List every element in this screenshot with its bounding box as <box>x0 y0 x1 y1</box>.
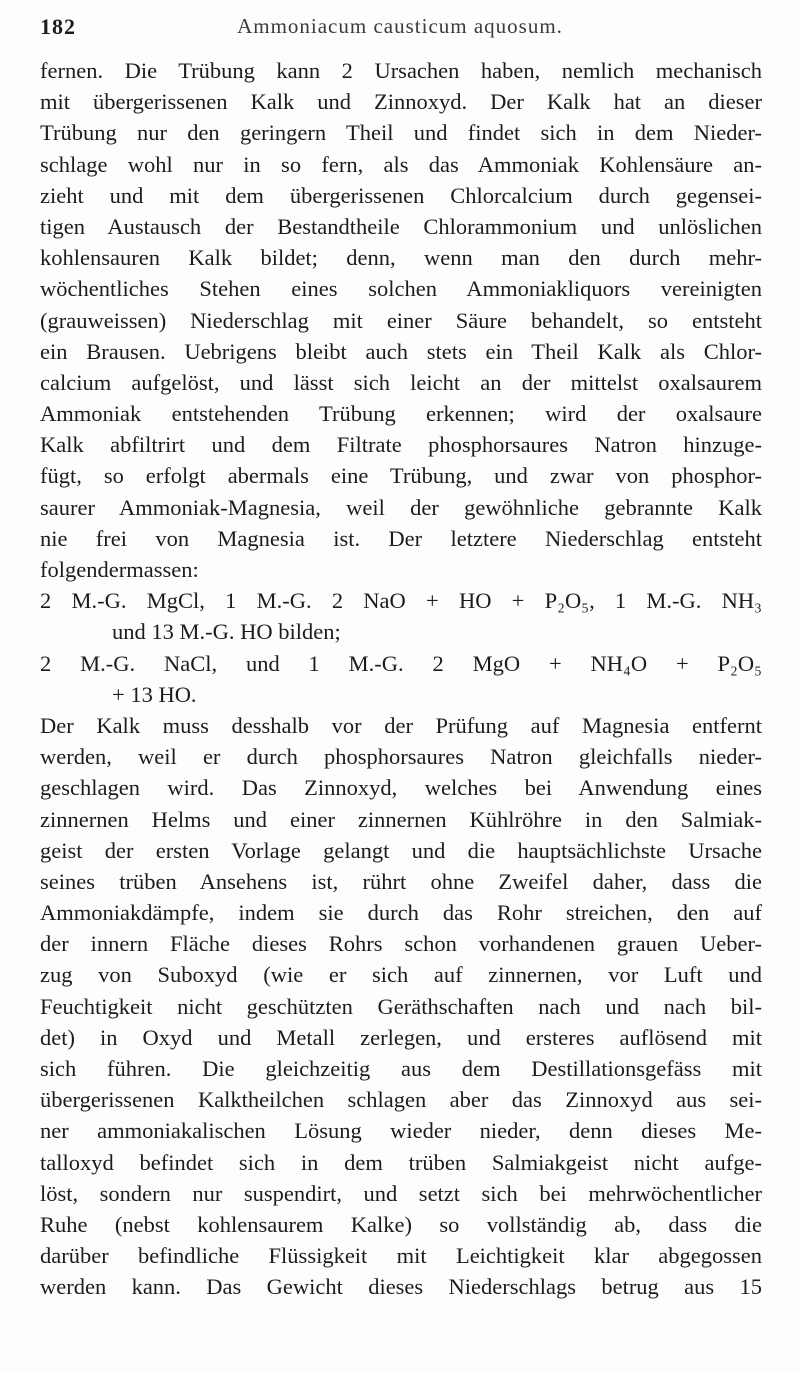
text-line: Kalk abfiltrirt und dem Filtrate phosphorsaures Natron hinzuge- <box>40 432 762 458</box>
text-line: Ammoniak entstehenden Trübung erkennen; wird der oxalsaure <box>40 401 762 427</box>
text-line: werden, weil er durch phosphorsaures Natron gleichfalls nieder- <box>40 744 762 770</box>
running-head: Ammoniacum causticum aquosum. <box>237 14 563 38</box>
text-line: Trübung nur den geringern Theil und findet sich in dem Nieder- <box>40 120 762 146</box>
text-line: geist der ersten Vorlage gelangt und die hauptsächlichste Ursache <box>40 837 762 863</box>
text-line: sich führen. Die gleichzeitig aus dem Destillationsgefäss mit <box>40 1056 762 1081</box>
text-line: wöchentliches Stehen eines solchen Ammoniakliquors vereinigten <box>40 276 762 302</box>
text-line: übergerissenen Kalktheilchen schlagen aber das Zinnoxyd aus sei- <box>40 1087 762 1113</box>
text-line: det) in Oxyd und Metall zerlegen, und ersteres auflösend mit <box>40 1024 762 1050</box>
text-line: tigen Austausch der Bestandtheile Chlorammonium und unlöslichen <box>40 213 762 239</box>
text-line: löst, sondern nur suspendirt, und setzt sich bei mehrwöchentlicher <box>40 1180 762 1206</box>
formula-line: + 13 HO. <box>112 681 197 707</box>
text-line: der innern Fläche dieses Rohrs schon vorhandenen grauen Ueber- <box>40 931 762 957</box>
text-line: zug von Suboxyd (wie er sich auf zinnernen, vor Luft und <box>40 962 762 988</box>
text-line: ner ammoniakalischen Lösung wieder nieder, denn dieses Me- <box>40 1118 762 1144</box>
formula-line: 2 M.-G. MgCl, 1 M.-G. 2 NaO + HO + P₂O₅, 1 M.-G. NH₃ <box>40 588 762 614</box>
text-line: geschlagen wird. Das Zinnoxyd, welches bei Anwendung eines <box>40 775 762 801</box>
text-line: Der Kalk muss desshalb vor der Prüfung auf Magnesia entfernt <box>40 712 762 738</box>
text-line: nie frei von Magnesia ist. Der letztere Niederschlag entsteht <box>40 525 762 551</box>
formula-line: und 13 M.-G. HO bilden; <box>112 619 341 645</box>
text-line: talloxyd befindet sich in dem trüben Salmiakgeist nicht aufge- <box>40 1149 762 1175</box>
text-line: saurer Ammoniak-Magnesia, weil der gewöhnliche gebrannte Kalk <box>40 494 762 520</box>
text-line: folgendermassen: <box>40 557 199 582</box>
page-number: 182 <box>40 14 76 39</box>
text-line: Ammoniakdämpfe, indem sie durch das Rohr streichen, den auf <box>40 900 762 926</box>
formula-line: 2 M.-G. NaCl, und 1 M.-G. 2 MgO + NH₄O + P₂O₅ <box>40 650 762 676</box>
page-header <box>40 12 760 46</box>
text-line: fügt, so erfolgt abermals eine Trübung, und zwar von phosphor- <box>40 463 762 489</box>
text-line: werden kann. Das Gewicht dieses Niederschlags betrug aus 15 <box>40 1274 762 1300</box>
text-line: mit übergerissenen Kalk und Zinnoxyd. Der Kalk hat an dieser <box>40 89 762 115</box>
text-line: zieht und mit dem übergerissenen Chlorcalcium durch gegensei- <box>40 182 762 208</box>
text-line: Feuchtigkeit nicht geschützten Geräthschaften nach und nach bil- <box>40 993 762 1019</box>
text-line: calcium aufgelöst, und lässt sich leicht an der mittelst oxalsaurem <box>40 369 762 395</box>
text-line: ein Brausen. Uebrigens bleibt auch stets ein Theil Kalk als Chlor- <box>40 338 762 364</box>
text-line: zinnernen Helms und einer zinnernen Kühlröhre in den Salmiak- <box>40 806 762 832</box>
text-line: schlage wohl nur in so fern, als das Ammoniak Kohlensäure an- <box>40 151 762 177</box>
text-line: kohlensauren Kalk bildet; denn, wenn man den durch mehr- <box>40 245 762 271</box>
text-line: fernen. Die Trübung kann 2 Ursachen haben, nemlich mechanisch <box>40 58 762 83</box>
text-line: seines trüben Ansehens ist, rührt ohne Zweifel daher, dass die <box>40 868 762 894</box>
body-text <box>40 55 762 1303</box>
text-line: darüber befindliche Flüssigkeit mit Leichtigkeit klar abgegossen <box>40 1243 762 1269</box>
text-line: Ruhe (nebst kohlensaurem Kalke) so vollständig ab, dass die <box>40 1211 762 1237</box>
text-line: (grauweissen) Niederschlag mit einer Säure behandelt, so entsteht <box>40 307 762 333</box>
